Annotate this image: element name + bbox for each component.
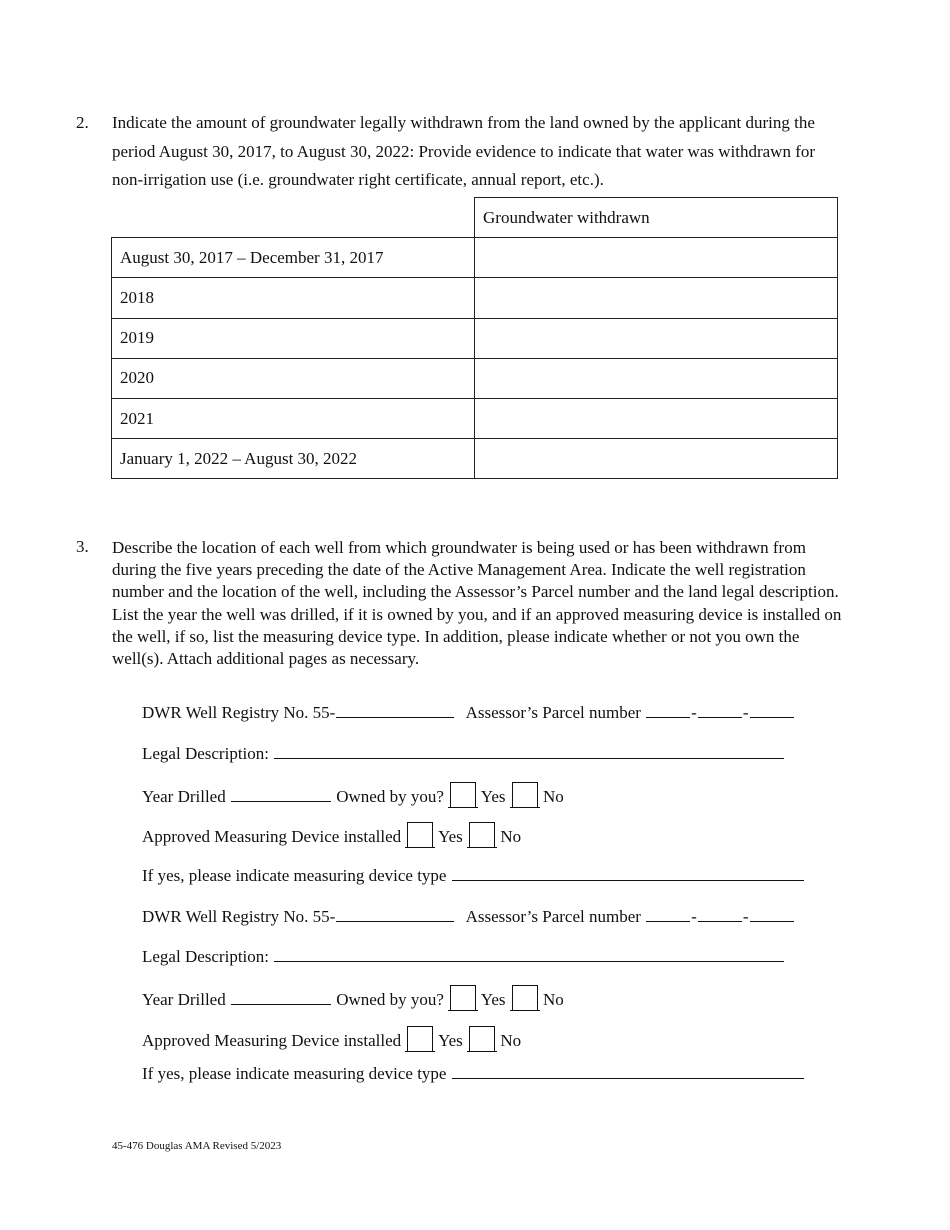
- table-row: [112, 358, 838, 398]
- table-header-groundwater: Groundwater withdrawn: [475, 198, 838, 238]
- table-row: [112, 398, 838, 438]
- registry-label: DWR Well Registry No. 55-: [142, 703, 336, 722]
- parcel-label: Assessor’s Parcel number: [465, 703, 641, 722]
- question-2-text: Indicate the amount of groundwater legally withdrawn from the land owned by the applicant during the period August 30, 2017, to August 30, 2022: Provide evidence to indicate that water was withdrawn for non-irrigation use (i.e. groundwater right certificate, annual report, etc.).: [112, 113, 816, 189]
- table-header-blank: [112, 198, 475, 238]
- period-label: 2021: [112, 398, 475, 438]
- withdrawn-input[interactable]: [475, 278, 838, 318]
- withdrawn-input[interactable]: [475, 318, 838, 358]
- year-drilled-field[interactable]: [231, 784, 331, 802]
- device-label: Approved Measuring Device installed: [142, 827, 402, 846]
- table-row: [112, 439, 838, 479]
- registry-line-1: [142, 700, 795, 724]
- question-3-number: 3.: [76, 537, 89, 556]
- device-type-label: If yes, please indicate measuring device type: [142, 866, 447, 885]
- registry-number-field[interactable]: [336, 700, 454, 718]
- yes-label: Yes: [480, 787, 506, 806]
- registry-label: DWR Well Registry No. 55-: [142, 907, 336, 926]
- parcel-field-1[interactable]: [646, 700, 690, 718]
- registry-number-field[interactable]: [336, 904, 454, 922]
- device-yes-checkbox[interactable]: [407, 822, 433, 848]
- registry-line-2: [142, 904, 795, 928]
- parcel-field-2[interactable]: [698, 904, 742, 922]
- yes-label: Yes: [480, 990, 506, 1009]
- device-line-2: [142, 1026, 521, 1050]
- withdrawn-input[interactable]: [475, 398, 838, 438]
- device-no-checkbox[interactable]: [469, 822, 495, 848]
- period-label: January 1, 2022 – August 30, 2022: [112, 439, 475, 479]
- withdrawn-input[interactable]: [475, 439, 838, 479]
- device-yes-checkbox[interactable]: [407, 1026, 433, 1052]
- legal-description-field[interactable]: [274, 944, 784, 962]
- device-type-field[interactable]: [452, 863, 804, 881]
- legal-label: Legal Description:: [142, 744, 269, 763]
- question-3-text: Describe the location of each well from which groundwater is being used or has been withdrawn from during the five years preceding the date of the Active Management Area. Indicate the well registration number and the location of the well, including the Assessor’s Parcel number and the land legal description. List the year the well was drilled, if it is owned by you, and if an approved measuring device is installed on the well, if so, list the measuring device type. In addition, please indicate whether or not you own the well(s). Attach additional pages as necessary.: [112, 538, 842, 669]
- device-type-field[interactable]: [452, 1061, 804, 1079]
- table-row: [112, 238, 838, 278]
- no-label: No: [543, 990, 564, 1009]
- year-label: Year Drilled: [142, 787, 226, 806]
- no-label: No: [543, 787, 564, 806]
- device-line-1: [142, 822, 521, 846]
- parcel-dash: -: [742, 907, 749, 926]
- parcel-field-3[interactable]: [750, 904, 794, 922]
- parcel-dash: -: [742, 703, 749, 722]
- table-header-row: [112, 198, 838, 238]
- withdrawn-input[interactable]: [475, 238, 838, 278]
- device-type-label: If yes, please indicate measuring device type: [142, 1064, 447, 1083]
- parcel-label: Assessor’s Parcel number: [465, 907, 641, 926]
- legal-line-1: [142, 741, 785, 765]
- parcel-dash: -: [691, 703, 697, 722]
- parcel-dash: -: [691, 907, 697, 926]
- device-no-checkbox[interactable]: [469, 1026, 495, 1052]
- period-label: 2019: [112, 318, 475, 358]
- owned-no-checkbox[interactable]: [512, 985, 538, 1011]
- owned-label: Owned by you?: [336, 990, 444, 1009]
- device-type-line-1: [142, 863, 805, 887]
- device-type-line-2: [142, 1061, 805, 1085]
- year-drilled-field[interactable]: [231, 987, 331, 1005]
- no-label: No: [500, 827, 522, 846]
- legal-description-field[interactable]: [274, 741, 784, 759]
- no-label: No: [500, 1031, 522, 1050]
- period-label: 2020: [112, 358, 475, 398]
- legal-label: Legal Description:: [142, 947, 269, 966]
- legal-line-2: [142, 944, 785, 968]
- table-row: [112, 278, 838, 318]
- table-row: [112, 318, 838, 358]
- device-label: Approved Measuring Device installed: [142, 1031, 402, 1050]
- parcel-field-1[interactable]: [646, 904, 690, 922]
- yes-label: Yes: [438, 827, 463, 846]
- owned-no-checkbox[interactable]: [512, 782, 538, 808]
- owned-yes-checkbox[interactable]: [450, 782, 476, 808]
- period-label: August 30, 2017 – December 31, 2017: [112, 238, 475, 278]
- period-label: 2018: [112, 278, 475, 318]
- year-owned-line-1: [142, 782, 564, 806]
- parcel-field-2[interactable]: [698, 700, 742, 718]
- year-owned-line-2: [142, 985, 564, 1009]
- year-label: Year Drilled: [142, 990, 226, 1009]
- owned-label: Owned by you?: [336, 787, 444, 806]
- question-2-number: 2.: [76, 113, 89, 132]
- parcel-field-3[interactable]: [750, 700, 794, 718]
- owned-yes-checkbox[interactable]: [450, 985, 476, 1011]
- withdrawn-input[interactable]: [475, 358, 838, 398]
- footer-revision: 45-476 Douglas AMA Revised 5/2023: [112, 1140, 282, 1152]
- yes-label: Yes: [438, 1031, 463, 1050]
- groundwater-table: [111, 197, 838, 479]
